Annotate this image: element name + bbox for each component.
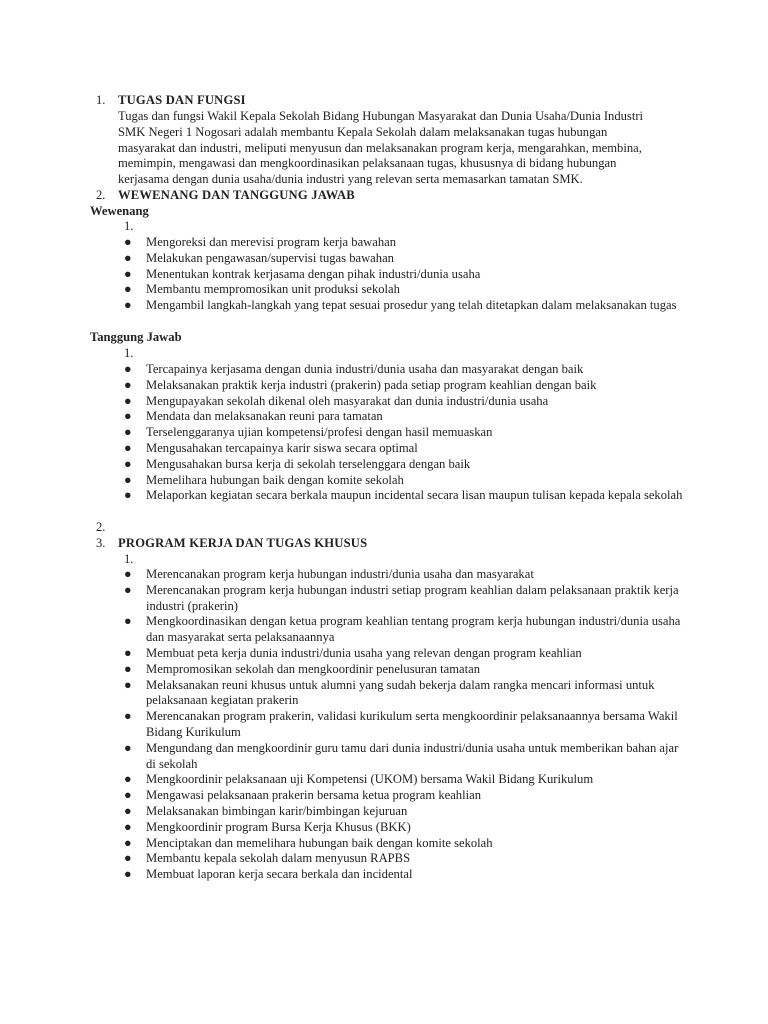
wewenang-list [124, 235, 684, 314]
list-item: ● Mengkoordinir pelaksanaan uji Kompetensi (UKOM) bersama Wakil Bidang Kurikulum [124, 772, 594, 787]
list-item: ● Membantu kepala sekolah dalam menyusun RAPBS [124, 851, 411, 866]
bullet-icon: ● [124, 266, 132, 281]
section-paragraph [118, 109, 718, 188]
list-item: ● Mengambil langkah-langkah yang tepat sesuai prosedur yang telah ditetapkan dalam melaksanakan tugas [124, 298, 677, 313]
bullet-icon: ● [124, 393, 132, 408]
bullet-icon: ● [124, 250, 132, 265]
bullet-icon: ● [124, 709, 132, 724]
bullet-icon: ● [124, 851, 132, 866]
bullet-icon: ● [124, 819, 132, 834]
bullet-icon: ● [124, 282, 132, 297]
list-item: ● Mengusahakan bursa kerja di sekolah terselenggara dengan baik [124, 456, 471, 471]
paragraph-line: SMK Negeri 1 Nogosari adalah membantu Kepala Sekolah dalam melaksanakan tugas hubungan [118, 124, 608, 139]
list-item: ● Melaksanakan reuni khusus untuk alumni yang sudah bekerja dalam rangka mencari informasi untuk pelaksanaan kegiatan prakerin [124, 677, 655, 708]
bullet-icon: ● [124, 425, 132, 440]
paragraph-line: Tugas dan fungsi Wakil Kepala Sekolah Bidang Hubungan Masyarakat dan Dunia Usaha/Dunia Industri [118, 109, 644, 123]
list-item: ● Mengupayakan sekolah dikenal oleh masyarakat dan dunia industri/dunia usaha [124, 393, 549, 408]
list-item: ● Merencanakan program kerja hubungan industri setiap program keahlian dalam pelaksanaan praktik kerja industri (prakerin) [124, 582, 679, 613]
list-item: ● Menentukan kontrak kerjasama dengan pihak industri/dunia usaha [124, 266, 481, 281]
bullet-icon: ● [124, 456, 132, 471]
bullet-icon: ● [124, 377, 132, 392]
list-item: ● Membuat laporan kerja secara berkala dan incidental [124, 867, 413, 882]
list-item: ● Mengkoordinasikan dengan ketua program keahlian tentang program kerja hubungan industri/dunia usaha dan masyarakat serta pelaksanaannya [124, 614, 681, 645]
list-item: ● Mengusahakan tercapainya karir siswa secara optimal [124, 440, 418, 455]
paragraph-line: kerjasama dengan dunia usaha/dunia industri yang relevan serta memasarkan tamatan SMK. [118, 172, 583, 187]
tanggung-jawab-sub-number: 1. [124, 346, 134, 360]
bullet-icon: ● [124, 788, 132, 803]
bullet-icon: ● [124, 772, 132, 787]
list-item: ● Merencanakan program prakerin, validasi kurikulum serta mengkoordinir pelaksanaannya bersama Wakil Bidang Kurikulum [124, 709, 678, 739]
paragraph-line: memimpin, mengawasi dan mengkoordinasikan pelaksanaan tugas, khususnya di bidang hubungan [118, 156, 617, 171]
tanggung-jawab-heading: Tanggung Jawab [90, 330, 182, 344]
bullet-icon: ● [124, 567, 132, 581]
list-item: ● Membantu mempromosikan unit produksi sekolah [124, 282, 400, 297]
bullet-icon: ● [124, 235, 132, 249]
tanggung-jawab-list [124, 362, 684, 504]
section-number: 1. [96, 93, 106, 107]
list-item: ● Mengoreksi dan merevisi program kerja bawahan [124, 235, 397, 249]
list-item: ● Melaporkan kegiatan secara berkala maupun incidental secara lisan maupun tulisan kepada kepala sekolah [124, 488, 683, 503]
trailing-number: 2. [96, 520, 106, 534]
wewenang-heading: Wewenang [90, 204, 149, 218]
bullet-icon: ● [124, 362, 132, 376]
section-title: TUGAS DAN FUNGSI [118, 93, 246, 107]
bullet-icon: ● [124, 803, 132, 818]
section-number: 3. [96, 536, 106, 550]
program-kerja-sub-number: 1. [124, 552, 134, 566]
bullet-icon: ● [124, 298, 132, 313]
list-item: ● Mendata dan melaksanakan reuni para tamatan [124, 409, 383, 424]
list-item: ● Menciptakan dan memelihara hubungan baik dengan komite sekolah [124, 835, 493, 850]
list-item: ● Melaksanakan praktik kerja industri (prakerin) pada setiap program keahlian dengan baik [124, 377, 597, 392]
list-item: ● Mengawasi pelaksanaan prakerin bersama ketua program keahlian [124, 788, 481, 803]
bullet-icon: ● [124, 472, 132, 487]
list-item: ● Membuat peta kerja dunia industri/dunia usaha yang relevan dengan program keahlian [124, 645, 582, 660]
bullet-icon: ● [124, 645, 132, 660]
list-item: ● Melakukan pengawasan/supervisi tugas bawahan [124, 250, 394, 265]
bullet-icon: ● [124, 440, 132, 455]
section-number: 2. [96, 188, 106, 202]
list-item: ● Mengundang dan mengkoordinir guru tamu dari dunia industri/dunia usaha untuk memberikan bahan ajar di sekolah [124, 740, 679, 771]
list-item: ● Mempromosikan sekolah dan mengkoordinir penelusuran tamatan [124, 661, 480, 676]
section-title: PROGRAM KERJA DAN TUGAS KHUSUS [118, 536, 368, 550]
bullet-icon: ● [124, 582, 132, 597]
wewenang-sub-number: 1. [124, 219, 134, 233]
program-kerja-list [124, 567, 684, 883]
list-item: ● Melaksanakan bimbingan karir/bimbingan kejuruan [124, 803, 408, 818]
bullet-icon: ● [124, 740, 132, 755]
bullet-icon: ● [124, 677, 132, 692]
bullet-icon: ● [124, 867, 132, 882]
bullet-icon: ● [124, 661, 132, 676]
list-item: ● Tercapainya kerjasama dengan dunia industri/dunia usaha dan masyarakat dengan baik [124, 362, 584, 376]
bullet-icon: ● [124, 835, 132, 850]
list-item: ● Memelihara hubungan baik dengan komite sekolah [124, 472, 404, 487]
bullet-icon: ● [124, 409, 132, 424]
list-item: ● Mengkoordinir program Bursa Kerja Khusus (BKK) [124, 819, 411, 834]
paragraph-line: masyarakat dan industri, meliputi menyusun dan melaksanakan program kerja, mengarahkan, membina, [118, 140, 642, 155]
section-title: WEWENANG DAN TANGGUNG JAWAB [118, 188, 355, 202]
bullet-icon: ● [124, 488, 132, 503]
list-item: ● Terselenggaranya ujian kompetensi/profesi dengan hasil memuaskan [124, 425, 493, 440]
list-item: ● Merencanakan program kerja hubungan industri/dunia usaha dan masyarakat [124, 567, 534, 581]
bullet-icon: ● [124, 614, 132, 629]
